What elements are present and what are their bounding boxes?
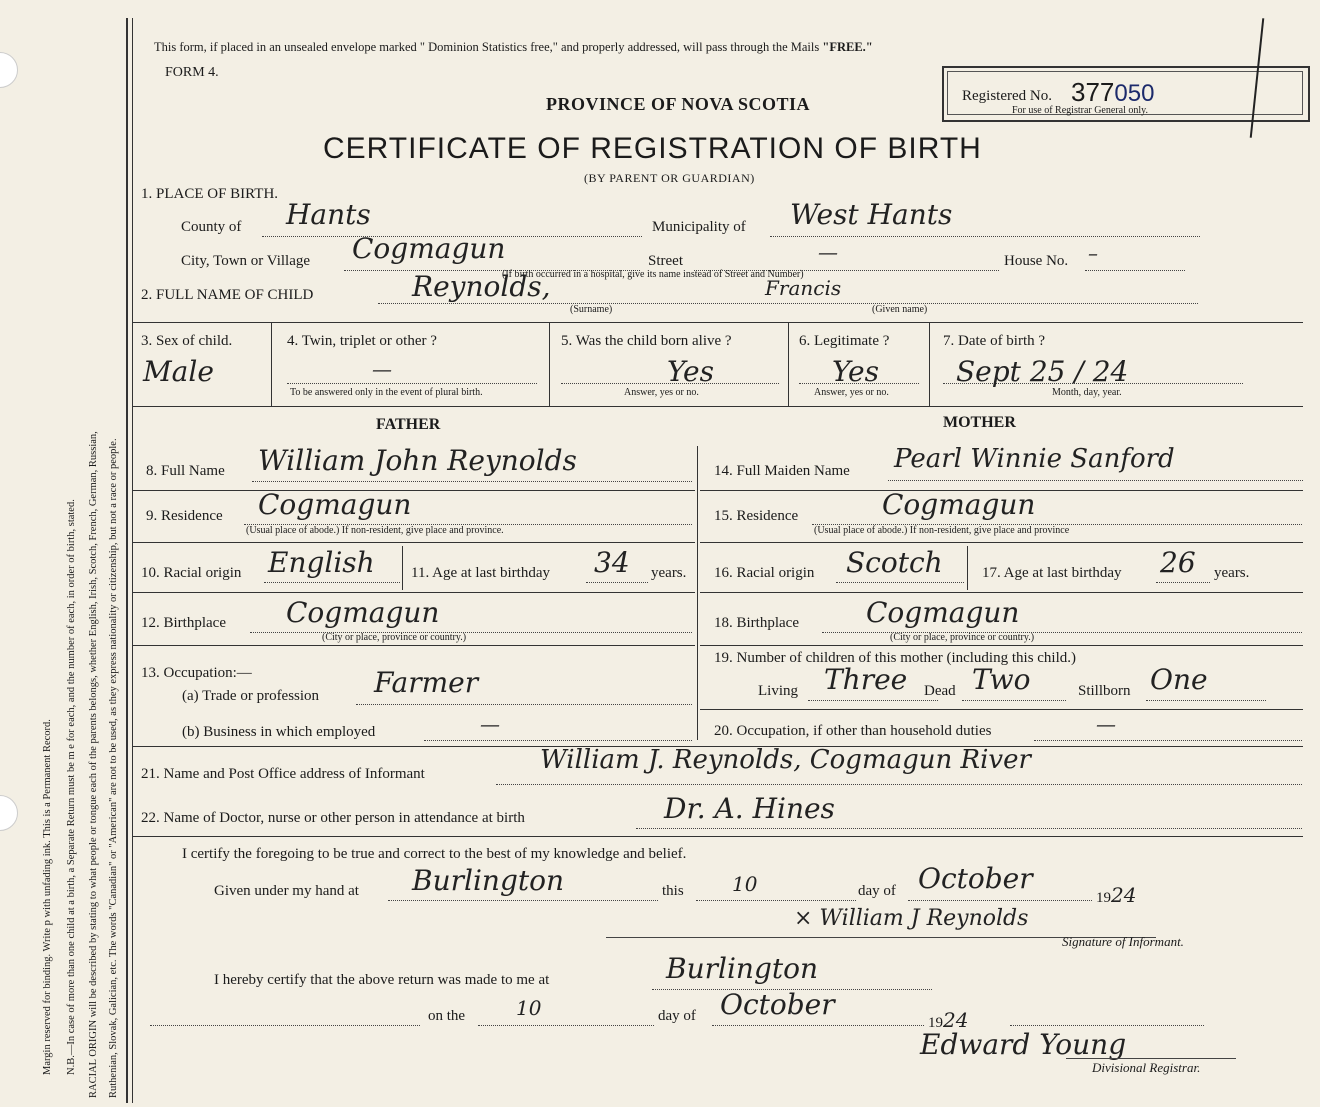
mother-birthplace-label: 18. Birthplace [714, 615, 799, 631]
certification-statement: I certify the foregoing to be true and correct to the best of my knowledge and belief. [182, 846, 687, 862]
registered-label: Registered No. [962, 88, 1052, 104]
given-day-value: 10 [732, 872, 758, 896]
mother-age-years: years. [1214, 565, 1250, 581]
registrar-year: 1924 [928, 1008, 969, 1032]
registrar-note: For use of Registrar General only. [1012, 105, 1148, 116]
twin-caption: To be answered only in the event of plural birth. [290, 387, 483, 398]
municipality-value: West Hants [790, 198, 953, 231]
mother-stillborn-label: Stillborn [1078, 683, 1131, 699]
margin-note-multiple-births: N.B.—In case of more than one child at a birth, a Separate Return must be m e for each, and the number of each, in order of birth, stated. [66, 499, 77, 1075]
mother-stillborn-value: One [1150, 663, 1208, 696]
born-alive-caption: Answer, yes or no. [624, 387, 699, 398]
date-of-birth-label: 7. Date of birth ? [943, 333, 1046, 349]
mother-living-label: Living [758, 683, 798, 699]
mother-racial-origin-value: Scotch [846, 546, 943, 579]
legitimate-value: Yes [832, 355, 879, 388]
father-racial-origin-value: English [268, 546, 375, 579]
house-number-label: House No. [1004, 253, 1069, 269]
mother-children-label: 19. Number of children of this mother (including this child.) [714, 650, 1077, 666]
margin-note-binding: Margin reserved for binding. Write p with unfading ink. This is a Permanent Record. [42, 719, 53, 1075]
informant-label: 21. Name and Post Office address of Informant [141, 766, 425, 782]
given-under-hand-label: Given under my hand at [214, 883, 359, 899]
child-surname-value: Reynolds, [412, 270, 551, 303]
father-age-label: 11. Age at last birthday [411, 565, 550, 581]
date-of-birth-value: Sept 25 / 24 [956, 355, 1129, 388]
father-occupation-label: 13. Occupation:— [141, 665, 252, 681]
mother-residence-label: 15. Residence [714, 508, 799, 524]
father-birthplace-caption: (City or place, province or country.) [322, 632, 467, 643]
child-name-label: 2. FULL NAME OF CHILD [141, 287, 314, 303]
given-place-value: Burlington [412, 864, 565, 897]
registrar-on-the-label: on the [428, 1008, 466, 1024]
county-label: County of [181, 219, 242, 235]
doctor-value: Dr. A. Hines [664, 792, 835, 825]
mother-occupation-value: — [1096, 712, 1116, 736]
father-age-years: years. [651, 565, 687, 581]
mother-age-label: 17. Age at last birthday [982, 565, 1122, 581]
father-trade-value: Farmer [374, 666, 479, 699]
certificate-title: CERTIFICATE OF REGISTRATION OF BIRTH [323, 132, 982, 165]
doctor-label: 22. Name of Doctor, nurse or other person in attendance at birth [141, 810, 525, 826]
margin-note-nationality: Ruthenian, Slovak, Galician, etc. The words "Canadian" or "American" are not to be used, as they express nationality or citizenship, but not a race or people. [108, 438, 119, 1098]
informant-signature-caption: Signature of Informant. [1062, 934, 1184, 949]
registrar-month-value: October [720, 988, 835, 1021]
mother-heading: MOTHER [943, 414, 1016, 431]
mother-racial-origin-label: 16. Racial origin [714, 565, 815, 581]
margin-border [126, 18, 128, 1103]
margin-note-racial-origin: RACIAL ORIGIN will be described by stating to what people or tongue each of the parents belongs, whether English, Irish, Scotch, French, German, Russian, [88, 431, 99, 1098]
mother-name-value: Pearl Winnie Sanford [894, 444, 1175, 474]
binding-hole [0, 795, 18, 831]
registrar-day-value: 10 [516, 996, 542, 1020]
given-day-of-label: day of [858, 883, 896, 899]
mother-living-value: Three [824, 663, 908, 696]
given-this-label: this [662, 883, 684, 899]
father-heading: FATHER [376, 416, 441, 433]
sex-value: Male [143, 355, 214, 388]
legitimate-label: 6. Legitimate ? [799, 333, 890, 349]
informant-value: William J. Reynolds, Cogmagun River [540, 745, 1031, 775]
mail-notice: This form, if placed in an unsealed envelope marked " Dominion Statistics free," and properly addressed, will pass through the Mails "FREE." [154, 40, 873, 54]
margin-border [132, 18, 133, 1103]
mother-dead-value: Two [972, 663, 1031, 696]
certificate-subtitle: (BY PARENT OR GUARDIAN) [584, 171, 755, 185]
city-label: City, Town or Village [181, 253, 311, 269]
father-business-label: (b) Business in which employed [182, 724, 376, 740]
registrar-place-value: Burlington [666, 952, 819, 985]
mother-occupation-label: 20. Occupation, if other than household duties [714, 723, 992, 739]
father-racial-origin-label: 10. Racial origin [141, 565, 242, 581]
registered-number: 377050 [1071, 77, 1155, 107]
county-value: Hants [286, 198, 371, 231]
father-residence-caption: (Usual place of abode.) If non-resident, give place and province. [246, 525, 504, 536]
born-alive-label: 5. Was the child born alive ? [561, 333, 732, 349]
binding-hole [0, 52, 18, 88]
street-label: Street [648, 253, 683, 269]
father-trade-label: (a) Trade or profession [182, 688, 320, 704]
child-given-name-value: Francis [765, 276, 842, 300]
registrar-day-of-label: day of [658, 1008, 696, 1024]
father-name-label: 8. Full Name [146, 463, 225, 479]
city-value: Cogmagun [352, 232, 506, 265]
mother-residence-caption: (Usual place of abode.) If non-resident, give place and province [814, 525, 1070, 536]
father-age-value: 34 [594, 546, 630, 579]
mother-residence-value: Cogmagun [882, 488, 1036, 521]
form-number: FORM 4. [165, 65, 219, 80]
registrar-statement: I hereby certify that the above return was made to me at [214, 972, 550, 988]
surname-caption: (Surname) [570, 304, 613, 315]
mother-birthplace-value: Cogmagun [866, 596, 1020, 629]
mother-name-label: 14. Full Maiden Name [714, 463, 850, 479]
mother-birthplace-caption: (City or place, province or country.) [890, 632, 1035, 643]
twin-label: 4. Twin, triplet or other ? [287, 333, 437, 349]
hospital-note: (If birth occurred in a hospital, give its name instead of Street and Number) [502, 269, 804, 280]
father-birthplace-label: 12. Birthplace [141, 615, 226, 631]
house-number-value: – [1088, 241, 1098, 265]
date-of-birth-caption: Month, day, year. [1052, 387, 1122, 398]
father-business-value: — [480, 712, 500, 736]
given-name-caption: (Given name) [872, 304, 928, 315]
sex-label: 3. Sex of child. [141, 333, 233, 349]
informant-signature: × William J Reynolds [794, 906, 1029, 931]
mother-age-value: 26 [1160, 546, 1196, 579]
given-month-value: October [918, 862, 1033, 895]
street-value: — [818, 240, 838, 264]
mother-dead-label: Dead [924, 683, 956, 699]
father-residence-value: Cogmagun [258, 488, 412, 521]
father-name-value: William John Reynolds [258, 444, 577, 477]
registrar-signature: Edward Young [920, 1028, 1127, 1061]
born-alive-value: Yes [667, 355, 714, 388]
father-residence-label: 9. Residence [146, 508, 223, 524]
province-heading: PROVINCE OF NOVA SCOTIA [546, 94, 811, 114]
registrar-signature-caption: Divisional Registrar. [1092, 1060, 1201, 1075]
legitimate-caption: Answer, yes or no. [814, 387, 889, 398]
given-year: 1924 [1096, 883, 1137, 907]
municipality-label: Municipality of [652, 219, 746, 235]
father-birthplace-value: Cogmagun [286, 596, 440, 629]
place-of-birth-label: 1. PLACE OF BIRTH. [141, 186, 279, 202]
twin-value: — [372, 357, 392, 381]
